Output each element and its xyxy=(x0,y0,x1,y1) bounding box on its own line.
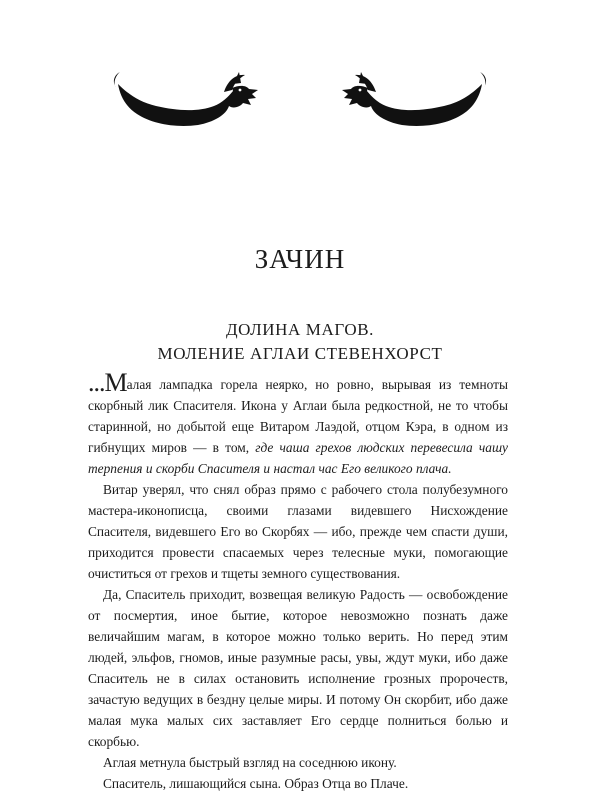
paragraph-4: Аглая метнула быстрый взгляд на соседнюю икону. xyxy=(103,755,397,770)
left-dragon-icon xyxy=(114,72,258,126)
paragraph-3: Да, Спаситель приходит, возвещая великую Радость — освобождение от посмертия, иное бытие, которое невозможно познать даже величайшим магам, в которое можно только верить. Но перед этим людей, эльфов, гномов, иные разумные расы, увы, ждут муки, ибо даже Спаситель не в силах остановить исполнение грозных пророчеств, зачастую ведущих в бездну целые миры. И потому Он скорбит, ибо даже малая мука малых сих заставляет Его сердце полниться болью и скорбью. xyxy=(88,587,508,749)
drop-cap: ...М xyxy=(88,368,127,397)
subtitle-line-1: ДОЛИНА МАГОВ. xyxy=(225,320,375,339)
paragraph-2: Витар уверял, что снял образ прямо с рабочего стола полубезумного мастера-иконописца, своими глазами видевшего Нисхождение Спасителя, видевшего Его во Скорбях — ибо, прежде чем спасти души, приходится провести спасаемых через телесные муки, помогающие очиститься от грехов и тщеты земного существования. xyxy=(88,482,508,581)
paragraph-1-text: алая лампадка горела неярко, но ровно, вырывая из темноты скорбный лик Спасителя. Икона у Аглаи была редкостной, не то чтобы старинной, но добытой еще Витаром Лаэдой, отцом Кэра, в одном из гибнущих миров — в том, xyxy=(88,377,508,455)
twin-dragons-ornament-icon xyxy=(112,70,488,130)
paragraph-5: Спаситель, лишающийся сына. Образ Отца во Плаче. xyxy=(103,776,409,791)
subtitle-line-2: МОЛЕНИЕ АГЛАИ СТЕВЕНХОРСТ xyxy=(157,344,443,363)
section-subtitle xyxy=(0,318,600,366)
right-dragon-icon xyxy=(342,72,486,126)
paragraph-1 xyxy=(88,368,509,479)
chapter-body xyxy=(88,368,509,794)
chapter-title: ЗАЧИН xyxy=(254,244,346,275)
paragraph-1-italic: где чаша грехов людских перевесила чашу терпения и скорби Спасителя и настал час Его великого плача. xyxy=(88,440,509,476)
